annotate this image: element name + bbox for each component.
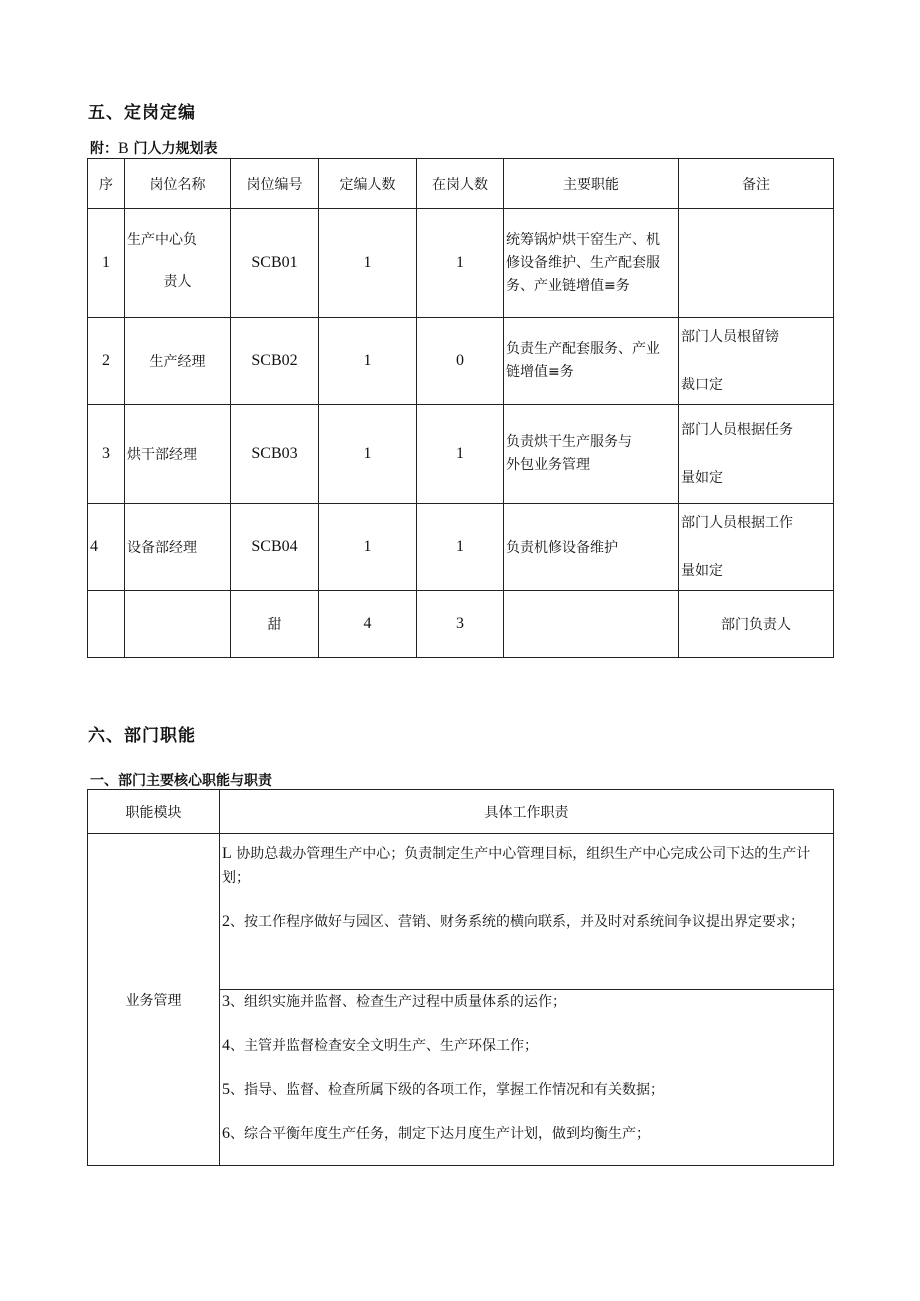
duty-number: L (222, 845, 232, 862)
row-on-job: 1 (417, 504, 504, 591)
duty-line: 负责烘干生产服务与 (506, 434, 632, 450)
table-row (88, 318, 834, 405)
row-on-job: 0 (417, 318, 504, 405)
row-position-name (125, 209, 231, 318)
row-seq: 1 (88, 209, 125, 318)
row-main-duty (504, 209, 679, 318)
duty-line: 负责生产配套服务、产业 (506, 341, 660, 357)
staffing-table (87, 158, 834, 658)
section-six-subtitle: 一、部门主要核心职能与职责 (90, 773, 272, 789)
header-on-job: 在岗人数 (417, 159, 504, 209)
header-seq: 序 (88, 159, 125, 209)
header-quota: 定编人数 (319, 159, 417, 209)
row-main-duty (504, 405, 679, 504)
remark-line2: 量如定 (681, 563, 723, 579)
header-main-duty: 主要职能 (504, 159, 679, 209)
header-module: 职能模块 (88, 790, 220, 834)
duty-item (220, 990, 833, 1014)
table-caption (90, 138, 218, 158)
row-quota: 1 (319, 405, 417, 504)
caption-prefix: 附： (90, 141, 118, 157)
duty-number: 2 (222, 913, 230, 930)
duties-table (87, 789, 834, 1166)
module-name: 业务管理 (88, 834, 220, 1166)
duties-bottom-cell (220, 990, 834, 1166)
table-row (88, 834, 834, 990)
total-quota: 4 (319, 591, 417, 658)
header-position-name: 岗位名称 (125, 159, 231, 209)
duty-line: 外包业务管理 (506, 457, 590, 473)
row-remark (679, 209, 834, 318)
header-remark: 备注 (679, 159, 834, 209)
duty-item (220, 910, 833, 934)
total-duty (504, 591, 679, 658)
duty-item (220, 1122, 833, 1146)
remark-line2: 裁口定 (681, 377, 723, 393)
total-remark: 部门负责人 (679, 591, 834, 658)
duty-line: 修设备维护、生产配套服 (506, 254, 660, 271)
duty-line: 务、产业链增值≡务 (506, 277, 630, 294)
row-on-job: 1 (417, 209, 504, 318)
row-seq: 3 (88, 405, 125, 504)
total-seq (88, 591, 125, 658)
row-position-name: 设备部经理 (125, 504, 231, 591)
total-on-job: 3 (417, 591, 504, 658)
row-quota: 1 (319, 209, 417, 318)
row-main-duty: 负责机修设备维护 (504, 504, 679, 591)
duty-text: 、指导、监督、检查所属下级的各项工作，掌握工作情况和有关数据； (230, 1082, 664, 1098)
row-main-duty (504, 318, 679, 405)
table-row (88, 504, 834, 591)
duties-header-row (88, 790, 834, 834)
row-on-job: 1 (417, 405, 504, 504)
remark-line1: 部门人员根据工作 (681, 515, 793, 531)
total-label: 甜 (231, 591, 319, 658)
total-name (125, 591, 231, 658)
remark-line2: 量如定 (681, 470, 723, 486)
duty-text: 协助总裁办管理生产中心；负责制定生产中心管理目标，组织生产中心完成公司下达的生产计划； (222, 846, 811, 886)
staffing-header-row (88, 159, 834, 209)
duty-number: 4 (222, 1037, 230, 1054)
table-row (88, 209, 834, 318)
row-position-code: SCB03 (231, 405, 319, 504)
duty-number: 6 (222, 1125, 230, 1142)
duty-item (220, 842, 833, 890)
duty-number: 3 (222, 993, 230, 1010)
total-row (88, 591, 834, 658)
row-quota: 1 (319, 318, 417, 405)
duty-item (220, 1078, 833, 1102)
header-position-code: 岗位编号 (231, 159, 319, 209)
remark-line1: 部门人员根据任务 (681, 422, 793, 438)
row-seq: 2 (88, 318, 125, 405)
section-six-title: 六、部门职能 (88, 726, 196, 746)
row-position-name: 生产经理 (125, 318, 231, 405)
row-position-name: 烘干部经理 (125, 405, 231, 504)
table-row (88, 405, 834, 504)
position-name-line1: 生产中心负 (127, 232, 197, 248)
row-seq: 4 (88, 504, 125, 591)
row-remark (679, 405, 834, 504)
duty-text: 、组织实施并监督、检查生产过程中质量体系的运作； (230, 994, 566, 1010)
row-position-code: SCB04 (231, 504, 319, 591)
caption-letter: B (118, 140, 129, 157)
duty-line: 链增值≡务 (506, 364, 574, 380)
header-duties: 具体工作职责 (220, 790, 834, 834)
caption-text: 门人力规划表 (128, 141, 218, 157)
duty-line: 统筹锅炉烘干窑生产、机 (506, 231, 660, 248)
section-five-title: 五、定岗定编 (88, 103, 196, 123)
row-remark (679, 504, 834, 591)
duty-text: 、按工作程序做好与园区、营销、财务系统的横向联系，并及时对系统间争议提出界定要求； (230, 914, 804, 930)
row-quota: 1 (319, 504, 417, 591)
remark-line1: 部门人员根留镑 (681, 329, 779, 345)
duties-top-cell (220, 834, 834, 990)
row-position-code: SCB02 (231, 318, 319, 405)
row-remark (679, 318, 834, 405)
position-name-line2: 责人 (163, 274, 192, 290)
duty-text: 、综合平衡年度生产任务，制定下达月度生产计划，做到均衡生产； (230, 1126, 650, 1142)
row-position-code: SCB01 (231, 209, 319, 318)
duty-number: 5 (222, 1081, 230, 1098)
duty-item (220, 1034, 833, 1058)
duty-text: 、主管并监督检查安全文明生产、生产环保工作； (230, 1038, 538, 1054)
